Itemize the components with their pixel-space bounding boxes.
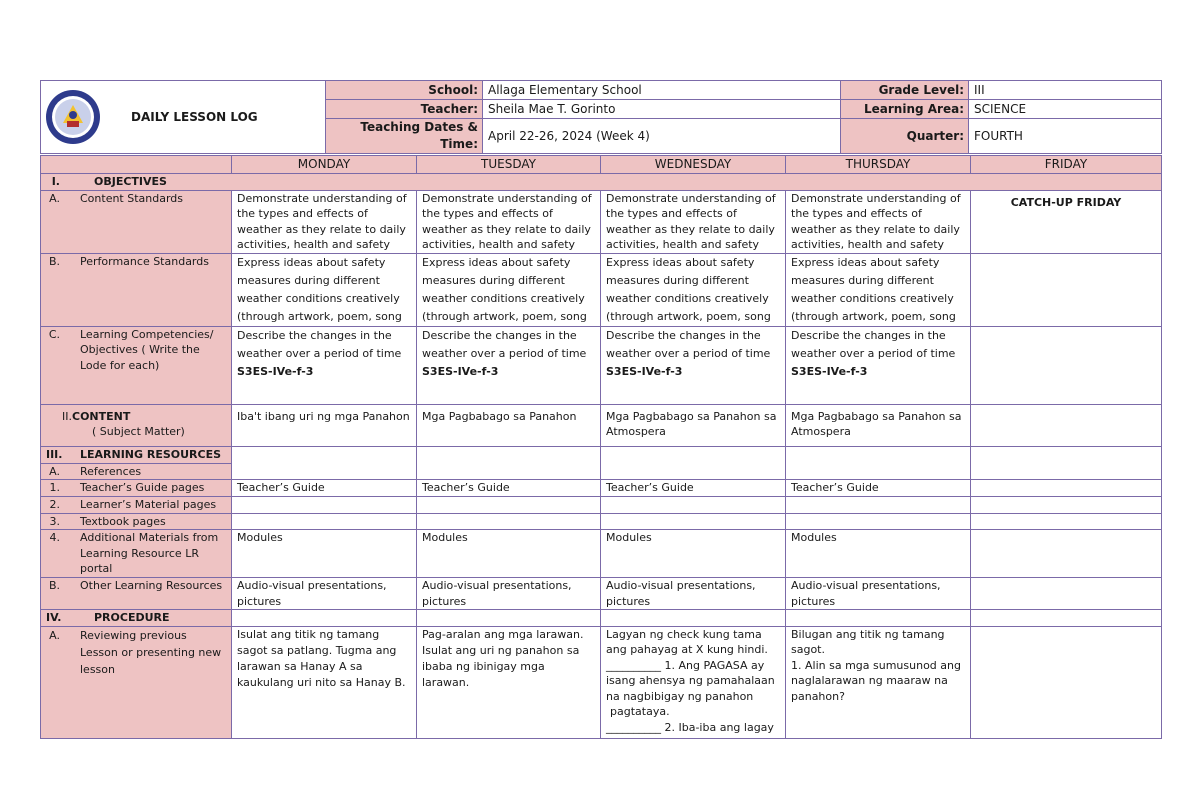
competency-fri (971, 326, 1162, 404)
learners-material-row (41, 497, 1162, 514)
content-wed: Mga Pagbabago sa Panahon sa Atmospera (601, 404, 786, 446)
teacher-value: Sheila Mae T. Gorinto (483, 100, 841, 119)
modules-wed: Modules (601, 530, 786, 578)
dates-value: April 22-26, 2024 (Week 4) (483, 119, 841, 154)
teachers-guide-label: 1. Teacher’s Guide pages (41, 480, 232, 497)
teachers-guide-row (41, 480, 1162, 497)
school-label: School: (326, 81, 483, 100)
other-fri (971, 578, 1162, 610)
other-wed: Audio-visual presentations, pictures (601, 578, 786, 610)
competency-wed: Describe the changes in the weather over a period of time S3ES-IVe-f-3 (601, 326, 786, 404)
competencies-label: C. Learning Competencies/ Objectives ( Write the Lode for each) (41, 326, 232, 404)
day-friday: FRIDAY (971, 156, 1162, 174)
school-value: Allaga Elementary School (483, 81, 841, 100)
review-row (41, 626, 1162, 738)
day-monday: MONDAY (232, 156, 417, 174)
competency-mon: Describe the changes in the weather over a period of time S3ES-IVe-f-3 (232, 326, 417, 404)
grade-label: Grade Level: (841, 81, 969, 100)
competency-thu: Describe the changes in the weather over a period of time S3ES-IVe-f-3 (786, 326, 971, 404)
performance-standard-tue: Express ideas about safety measures during different weather conditions creatively (through artwork, poem, song (417, 253, 601, 326)
content-thu: Mga Pagbabago sa Panahon sa Atmospera (786, 404, 971, 446)
additional-materials-label: 4. Additional Materials from Learning Resource LR portal (41, 530, 232, 578)
resources-tue (417, 446, 601, 480)
textbook-label: 3. Textbook pages (41, 513, 232, 530)
review-wed: Lagyan ng check kung tama ang pahayag at X kung hindi. __________ 1. Ang PAGASA ay isang ahensya ng pamahalaan na nagbibigay ng panahon pagtataya. __________ 2. Iba-iba ang lagay (601, 626, 786, 738)
content-mon: Iba't ibang uri ng mga Panahon (232, 404, 417, 446)
resources-thu (786, 446, 971, 480)
content-tue: Mga Pagbabago sa Panahon (417, 404, 601, 446)
quarter-label: Quarter: (841, 119, 969, 154)
catch-up-friday: CATCH-UP FRIDAY (971, 190, 1162, 253)
lesson-table (40, 155, 1162, 739)
modules-mon: Modules (232, 530, 417, 578)
modules-tue: Modules (417, 530, 601, 578)
competencies-row (41, 326, 1162, 404)
modules-fri (971, 530, 1162, 578)
area-value: SCIENCE (969, 100, 1162, 119)
performance-standard-fri (971, 253, 1162, 326)
other-resources-row (41, 578, 1162, 610)
resources-fri (971, 446, 1162, 480)
review-fri (971, 626, 1162, 738)
day-thursday: THURSDAY (786, 156, 971, 174)
content-standard-thu: Demonstrate understanding of the types and effects of weather as they relate to daily activities, health and safety (786, 190, 971, 253)
teacher-label: Teacher: (326, 100, 483, 119)
tg-wed: Teacher’s Guide (601, 480, 786, 497)
day-header-row (41, 156, 1162, 174)
other-tue: Audio-visual presentations, pictures (417, 578, 601, 610)
resources-row (41, 446, 1162, 463)
textbook-row (41, 513, 1162, 530)
resources-mon (232, 446, 417, 480)
performance-standard-wed: Express ideas about safety measures during different weather conditions creatively (through artwork, poem, song (601, 253, 786, 326)
objectives-heading: I. OBJECTIVES (41, 174, 1162, 191)
performance-standards-label: B. Performance Standards (41, 253, 232, 326)
other-thu: Audio-visual presentations, pictures (786, 578, 971, 610)
deped-seal-icon (45, 89, 101, 145)
blank-header-cell (41, 156, 232, 174)
content-label: II.CONTENT ( Subject Matter) (41, 404, 232, 446)
competency-tue: Describe the changes in the weather over a period of time S3ES-IVe-f-3 (417, 326, 601, 404)
content-standard-wed: Demonstrate understanding of the types and effects of weather as they relate to daily activities, health and safety (601, 190, 786, 253)
area-label: Learning Area: (841, 100, 969, 119)
objectives-row (41, 174, 1162, 191)
modules-thu: Modules (786, 530, 971, 578)
resources-label: III. LEARNING RESOURCES (41, 446, 232, 463)
review-thu: Bilugan ang titik ng tamang sagot. 1. Alin sa mga sumusunod ang naglalarawan ng maaraw na panahon? (786, 626, 971, 738)
references-label: A. References (41, 463, 232, 480)
tg-tue: Teacher’s Guide (417, 480, 601, 497)
content-standards-label: A. Content Standards (41, 190, 232, 253)
page-title: DAILY LESSON LOG (131, 109, 258, 124)
performance-standard-mon: Express ideas about safety measures during different weather conditions creatively (through artwork, poem, song (232, 253, 417, 326)
other-mon: Audio-visual presentations, pictures (232, 578, 417, 610)
content-fri (971, 404, 1162, 446)
other-resources-label: B. Other Learning Resources (41, 578, 232, 610)
day-wednesday: WEDNESDAY (601, 156, 786, 174)
content-standard-mon: Demonstrate understanding of the types and effects of weather as they relate to daily activities, health and safety (232, 190, 417, 253)
review-label: A. Reviewing previous Lesson or presenting new lesson (41, 626, 232, 738)
procedure-label: IV. PROCEDURE (41, 610, 232, 627)
content-standard-tue: Demonstrate understanding of the types and effects of weather as they relate to daily activities, health and safety (417, 190, 601, 253)
performance-standards-row (41, 253, 1162, 326)
procedure-row (41, 610, 1162, 627)
day-tuesday: TUESDAY (417, 156, 601, 174)
grade-value: III (969, 81, 1162, 100)
review-mon: Isulat ang titik ng tamang sagot sa patlang. Tugma ang larawan sa Hanay A sa kaukulang uri nito sa Hanay B. (232, 626, 417, 738)
dates-label: Teaching Dates & Time: (326, 119, 483, 154)
performance-standard-thu: Express ideas about safety measures during different weather conditions creatively (through artwork, poem, song (786, 253, 971, 326)
learners-material-label: 2. Learner’s Material pages (41, 497, 232, 514)
quarter-value: FOURTH (969, 119, 1162, 154)
review-tue: Pag-aralan ang mga larawan. Isulat ang uri ng panahon sa ibaba ng ibinigay mga larawan. (417, 626, 601, 738)
content-row (41, 404, 1162, 446)
header-table (40, 80, 1162, 154)
additional-materials-row (41, 530, 1162, 578)
tg-fri (971, 480, 1162, 497)
tg-thu: Teacher’s Guide (786, 480, 971, 497)
title-cell (41, 81, 326, 154)
tg-mon: Teacher’s Guide (232, 480, 417, 497)
resources-wed (601, 446, 786, 480)
content-standards-row (41, 190, 1162, 253)
